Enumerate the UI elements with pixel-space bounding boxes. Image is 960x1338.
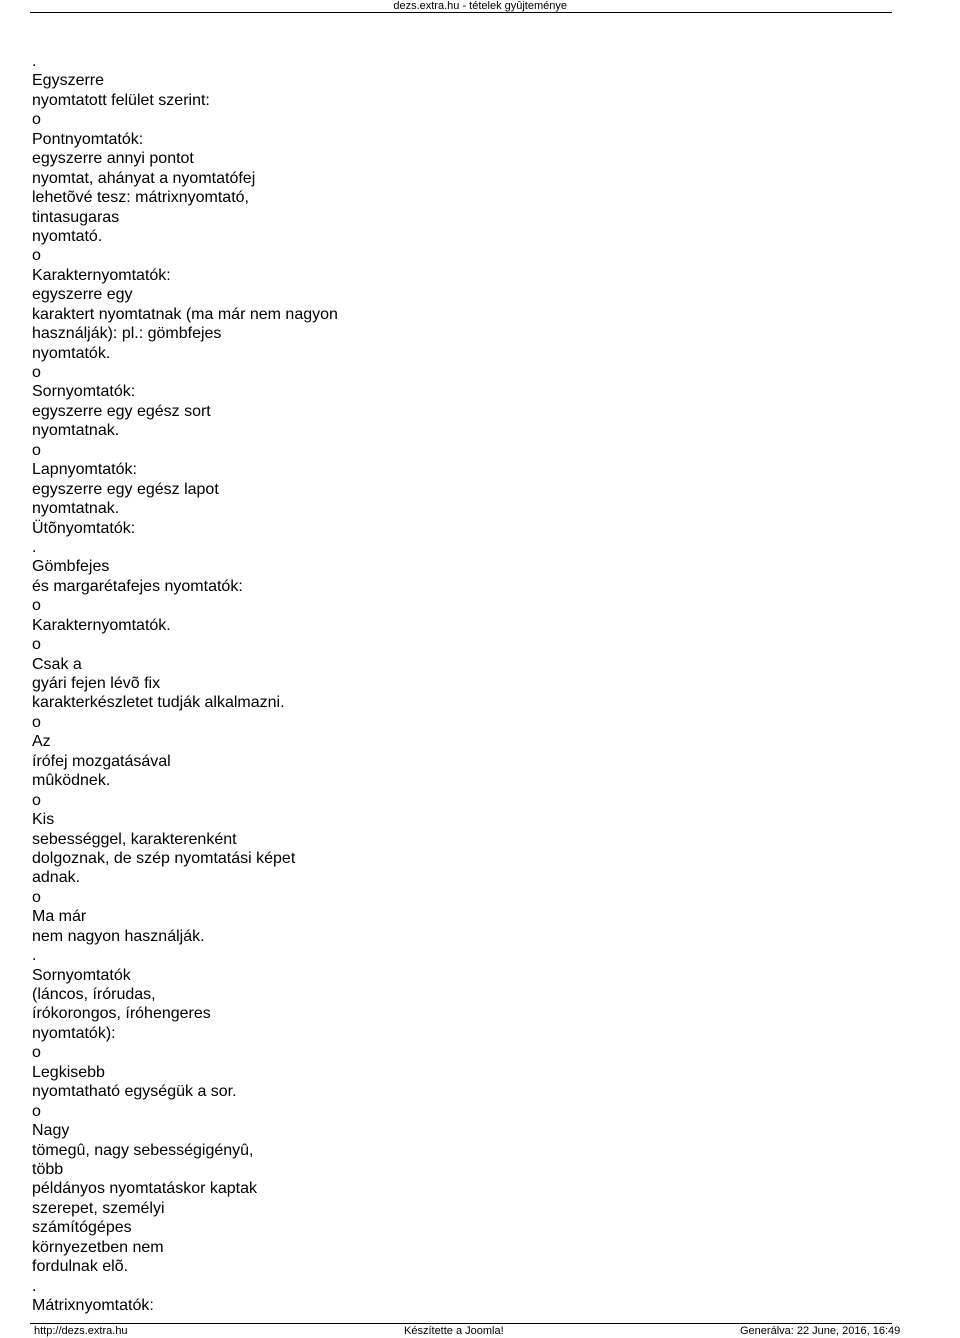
- text-line: adnak.: [32, 869, 81, 887]
- text-line: Karakternyomtatók:: [32, 266, 171, 284]
- text-line: karaktert nyomtatnak (ma már nem nagyon: [32, 305, 338, 323]
- header-site-title: dezs.extra.hu - tételek gyûjteménye: [393, 0, 567, 12]
- text-line: dolgoznak, de szép nyomtatási képet: [32, 849, 296, 867]
- text-line: Ma már: [32, 908, 87, 926]
- footer-made-with: Készítette a Joomla!: [404, 1325, 504, 1337]
- text-line: mûködnek.: [32, 772, 111, 790]
- text-line: nyomtató.: [32, 227, 103, 245]
- text-line: o: [32, 111, 41, 129]
- document-body: [32, 52, 912, 1315]
- text-line: Lapnyomtatók:: [32, 461, 137, 479]
- text-line: Sornyomtatók: [32, 966, 131, 984]
- text-line: o: [32, 441, 41, 459]
- text-line: Mátrixnyomtatók:: [32, 1297, 154, 1314]
- text-line: Ütõnyomtatók:: [32, 519, 136, 537]
- text-line: Nagy: [32, 1122, 70, 1140]
- text-line: nyomtatók):: [32, 1024, 116, 1042]
- text-line: nyomtatott felület szerint:: [32, 91, 210, 109]
- text-line: karakterkészletet tudják alkalmazni.: [32, 694, 285, 712]
- text-line: több: [32, 1160, 64, 1178]
- text-line: fordulnak elõ.: [32, 1258, 129, 1276]
- text-line: o: [32, 247, 41, 265]
- text-line: o: [32, 791, 41, 809]
- footer-generated-date: Generálva: 22 June, 2016, 16:49: [740, 1325, 901, 1337]
- text-line: .: [32, 947, 37, 965]
- text-line: lehetõvé tesz: mátrixnyomtató,: [32, 189, 249, 207]
- text-line: .: [32, 1277, 37, 1295]
- text-line: Egyszerre: [32, 72, 105, 90]
- text-line: nyomtatók.: [32, 344, 111, 362]
- text-line: írókorongos, íróhengeres: [32, 1005, 211, 1023]
- text-line: Karakternyomtatók.: [32, 616, 171, 634]
- text-line: Sornyomtatók:: [32, 383, 136, 401]
- text-line: egyszerre annyi pontot: [32, 150, 194, 168]
- page-header: [0, 0, 960, 12]
- text-line: egyszerre egy egész lapot: [32, 480, 219, 498]
- text-line: tintasugaras: [32, 208, 120, 226]
- text-line: számítógépes: [32, 1219, 132, 1237]
- text-line: szerepet, személyi: [32, 1199, 165, 1217]
- text-line: nyomtatnak.: [32, 422, 120, 440]
- text-line: egyszerre egy egész sort: [32, 402, 211, 420]
- text-line: egyszerre egy: [32, 286, 133, 304]
- text-line: o: [32, 1044, 41, 1062]
- text-line: Gömbfejes: [32, 558, 110, 576]
- text-line: o: [32, 636, 41, 654]
- text-line: írófej mozgatásával: [32, 752, 171, 770]
- text-line: o: [32, 888, 41, 906]
- footer-divider: [30, 1323, 892, 1324]
- text-line: Az: [32, 733, 51, 751]
- text-line: o: [32, 713, 41, 731]
- text-line: használják): pl.: gömbfejes: [32, 325, 222, 343]
- text-line: és margarétafejes nyomtatók:: [32, 577, 243, 595]
- text-line: Legkisebb: [32, 1063, 105, 1081]
- footer-url-link[interactable]: http://dezs.extra.hu: [34, 1325, 128, 1337]
- text-line: nem nagyon használják.: [32, 927, 205, 945]
- text-line: Csak a: [32, 655, 82, 673]
- text-line: o: [32, 364, 41, 381]
- text-line: .: [32, 538, 37, 556]
- text-line: nyomtatható egységük a sor.: [32, 1083, 237, 1101]
- text-line: nyomtatnak.: [32, 500, 120, 518]
- text-line: sebességgel, karakterenként: [32, 830, 237, 848]
- text-line: .: [32, 53, 37, 70]
- text-line: Kis: [32, 811, 55, 829]
- text-line: nyomtat, ahányat a nyomtatófej: [32, 169, 256, 187]
- text-line: példányos nyomtatáskor kaptak: [32, 1180, 258, 1198]
- text-line: (láncos, írórudas,: [32, 986, 156, 1003]
- header-divider: [30, 12, 892, 13]
- text-line: Pontnyomtatók:: [32, 130, 144, 148]
- text-line: tömegû, nagy sebességigényû,: [32, 1141, 254, 1159]
- text-line: o: [32, 597, 41, 615]
- text-line: o: [32, 1102, 41, 1120]
- text-line: gyári fejen lévõ fix: [32, 675, 161, 692]
- text-line: környezetben nem: [32, 1238, 164, 1256]
